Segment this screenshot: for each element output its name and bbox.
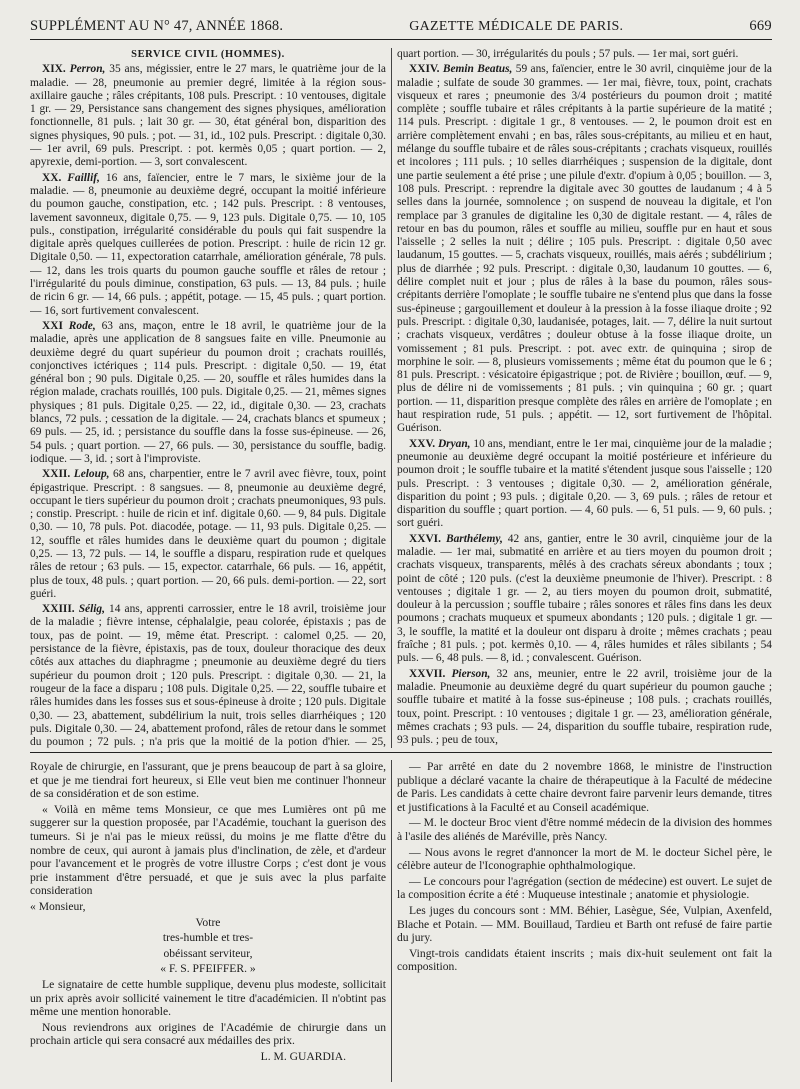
closing-line: tres-humble et tres-: [162, 931, 254, 945]
observations-left: [30, 63, 386, 748]
column-upper-left: [30, 48, 386, 748]
observation-paragraph: [397, 63, 772, 435]
observation-paragraph: [30, 603, 386, 748]
letter-paragraph: Royale de chirurgie, en l'assurant, que je prens beaucoup de part à sa gloire, et que je me tiendrai fort heureux, si Elle veut bien me continuer l'honneur de sa considération et de son estime.: [30, 760, 386, 801]
observation-paragraph: [30, 63, 386, 169]
closing-line: obéissant serviteur,: [163, 946, 253, 960]
observation-text: 10 ans, mendiant, entre le 1er mai, cinquième jour de la maladie ; pneumonie au deuxième degré occupant la moitié postérieure et inférieure du poumon droit ; le souffle tubaire et la matité s'étendent jusque sous l'aisselle ; 120 puls. Prescript. : 3 ventouses ; digitale 0,30. — 2, amélioration générale, disparition du point ; 93 puls. ; digitale 0,20. — 3, 69 puls. ; râles de retour et disparition du souffle ; quart portion. — 4, 60 puls. — 6, 51 puls. — 9, 60 puls. ; sort guéri.: [397, 437, 772, 530]
observation-paragraph: [397, 533, 772, 666]
patient-name: Pierson,: [451, 667, 491, 680]
closing-line: Votre: [195, 915, 221, 929]
feuilleton-text: [30, 760, 386, 898]
patient-name: Perron,: [69, 63, 106, 76]
column-lower-left: [30, 760, 386, 1082]
news-item: Vingt-trois candidats étaient inscrits ; mais dix-huit seulement ont fait la composition.: [397, 946, 772, 974]
column-divider-lower: [391, 760, 392, 1082]
header-rule: [30, 39, 772, 40]
patient-name: Rode,: [68, 319, 96, 332]
observation-number: XX.: [42, 171, 62, 184]
page-header: [30, 18, 772, 40]
observation-text: 35 ans, mégissier, entre le 27 mars, le quatrième jour de la maladie. — 28, pneumonie au premier degré, limitée à la région sous-axillaire gauche ; râles crépitants, 108 puls. Prescript. : 10 ventouses, digitale 1 gr. — 29, Persistance sans changement des signes physiques, amélioration fonctionnelle, 81 puls. ; lait 30 gr. — 30, état général bon, disparition des signes physiques, 90 puls. ; pot. — 31, id., 102 puls. Prescript. : digitale 0,30. — 1er avril, 69 puls. Prescript. : pot. kermès 0,05 ; quart portion. — 2, apyrexie, demi-portion. — 3, sort convalescent.: [30, 63, 386, 169]
observation-paragraph: [397, 438, 772, 531]
observation-text: 42 ans, gantier, entre le 30 avril, cinquième jour de la maladie. — 1er mai, submatité en arrière et au tiers moyen du poumon droit ; crachats visqueux, transparents, mêlés à des crachats séreux abondants ; toux ; point de côté ; 120 puls. (c'est la deuxième pneumonie de l'hiver). Prescript. : 8 ventouses ; digitale 1 gr. — 2, au tiers moyen du poumon droit, submatité, douleur à la percussion ; souffle tubaire ; râles sonores et râles fins dans les deux poumons ; crachats muqueux et spumeux abondants ; 120 puls. ; digitale 1 gr. — 3, le souffle, la matité et la douleur ont disparu à droite ; mêmes crachats ; peau fraîche ; 81 puls. ; pot. kermès 0,10. — 4, râles humides et râles sibilants ; 54 puls. — 6, 48 puls. — 8, id. ; convalescent. Guérison.: [397, 532, 772, 665]
column-upper-right: [397, 48, 772, 748]
observation-text: quart portion. — 30, irrégularités du pouls ; 57 puls. — 1er mai, sort guéri.: [397, 48, 739, 60]
header-supplement: SUPPLÉMENT AU N° 47, ANNÉE 1868.: [30, 18, 284, 34]
patient-name: Bemin Beatus,: [442, 63, 513, 76]
column-divider-upper: [391, 48, 392, 748]
closing-lines: [30, 916, 386, 961]
news-item: — Par arrêté en date du 2 novembre 1868, le ministre de l'instruction publique a déclaré vacante la chaire de thérapeutique à la Faculté de médecine de Paris. Les candidats à cette chaire devront faire parvenir leurs demande, titres et justifications à la Faculté et au Conseil académique.: [397, 760, 772, 814]
observation-number: XXI: [42, 319, 63, 332]
news-item: — Le concours pour l'agrégation (section de médecine) est ouvert. Le sujet de la composition écrite a été : Muqueuse intestinale ; anatomie et physiologie.: [397, 874, 772, 902]
observation-paragraph: [397, 48, 772, 61]
patient-name: Dryan,: [437, 437, 471, 450]
observation-number: XXII.: [42, 468, 71, 481]
closing-monsieur: « Monsieur,: [30, 899, 86, 913]
observation-text: 16 ans, faïencier, entre le 7 mars, le sixième jour de la maladie. — 8, pneumonie au deuxième degré, occupant la moitié inférieure du poumon gauche, constipation, etc. ; 142 puls. Prescript. : 8 ventouses, lavement savonneux, digitale 0,75. — 9, 123 puls. Digitale 0,75. — 10, 105 puls., constipation, irrégularité considérable du pouls qui fait suspendre la digitale après quelques cuillerées de potion. Prescript. : huile de ricin 12 gr. Digitale 0,50. — 11, expectoration catarrhale, amélioration générale, 78 puls. — 12, dans les trois quarts du poumon gauche souffle et râles de retour ; l'irrégularité du pouls diminue, constipation, 63 puls. — 13, 84 puls. ; huile de ricin 6 gr. — 14, 66 puls. ; appétit, potage. — 15, 45 puls. ; quart portion. — 16, sort furtivement convalescent.: [30, 171, 386, 317]
observation-text: 68 ans, charpentier, entre le 7 avril avec fièvre, toux, point épigastrique. Prescript. : 8 sangsues. — 8, pneumonie au deuxième degré, occupant le tiers supérieur du poumon droit ; crachats pneumoniques, 93 puls. ; constip. Prescript. : huile de ricin et inf. digitale 0,60. — 9, 84 puls. Digitale 0,30. — 10, 78 puls. Pot. diacodée, potage. — 11, 93 puls. Digitale 0,25. — 12, souffle et râles humides dans le deuxième quart du poumon ; digitale 0,25. — 13, 72 puls. — 14, le souffle a disparu, respiration rude et quelques râles de retour ; 63 puls. — 15, expector. catarrhale, 66 puls. — 16, appétit, plus de toux, 48 puls. ; quart portion. — 20, 66 puls. demi-portion. — 22, sort guéri.: [30, 468, 386, 600]
section-title: SERVICE CIVIL (HOMMES).: [131, 49, 285, 60]
observation-text: 63 ans, maçon, entre le 18 avril, le quatrième jour de la maladie, après une application de 8 sangsues faite en ville. Pneumonie au deuxième degré du quart supérieur du poumon droit ; crachats rouillés, conjonctives ictériques ; 114 puls. Prescript. : digitale 0,50. — 19, état général bon ; 90 puls. Digitale 0,25. — 20, souffle et râles humides dans la région malade, crachats rouillés, 100 puls. Digitale 0,25. — 21, mêmes signes physiques ; 81 puls. Digitale 0,25. — 22, id., digitale 0,30. — 23, crachats blancs, 72 puls. ; cessation de la digitale. — 24, crachats blancs et spumeux ; 69 puls. — 25, id. ; persistance du souffle dans la fosse sus-épineuse. — 26, 54 puls. ; quart portion. — 27, 66 puls. — 30, persistance du souffle, badig. iodique. — 3, id. ; sort à l'improviste.: [30, 319, 386, 465]
patient-name: Barthélemy,: [445, 532, 503, 545]
observation-number: XXVI.: [409, 532, 441, 545]
patient-name: Faillif,: [67, 171, 100, 184]
letter-paragraph: « Voilà en même tems Monsieur, ce que mes Lumières ont pû me suggerer sur la question proposée, par l'Académie, touchant la guerison des tumeurs. Si je n'ai pas le mieux reüssi, du moins je me flatte d'être du nombre de ceux, qui auront à jamais plus d'inclination, de zèle, et d'ardeur pour l'avancement et le progrès de votre illustre Corps ; c'est dont je vous prie instamment d'être persuadé, et que je suis avec la plus parfaite consideration: [30, 802, 386, 898]
observation-number: XIX.: [42, 63, 66, 76]
observation-number: XXVII.: [409, 667, 446, 680]
observation-number: XXIV.: [409, 63, 440, 76]
column-lower-right: [397, 760, 772, 1082]
observation-text: 59 ans, faïencier, entre le 30 avril, cinquième jour de la maladie ; sulfate de soude 30 grammes. — 1er mai, fièvre, toux, point, crachats visqueux et rares ; pneumonie des 3/4 postérieurs du poumon droit ; matité complète ; souffle tubaire et râles crépitants à la partie supérieure de la matité ; 114 puls. Prescript. : digitale 1 gr., 8 ventouses. — 2, le poumon droit est en arrière complètement envahi ; en bas, râles sous-crépitants, au milieu et en haut, mélange du souffle tubaire et de râles sous-crépitants ; crachats visqueux, rouillés et incolores ; 111 puls. ; 10 selles diarrhéiques ; suspension de la digitale, dont une partie seulement a été prise ; une pilule d'extr. d'opium à 0,05 ; bouillon. — 3, 108 puls. Prescript. : reprendre la digitale avec 30 gouttes de laudanum ; 4 à 5 selles dans la journée, somnolence ; on suspend de nouveau la digitale, et l'on remplace par 3 granules de digitaline les 0,30 de digitale restant. — 4, râles de retour en bas du poumon, râles et souffle au milieu, souffle pur en haut et sous l'aisselle ; 2 selles la nuit ; délire ; 105 puls. Prescript. : digitale 0,50 avec laudanum, 15 gouttes. — 5, crachats visqueux, rouillés, mais aérés ; subdélirium ; plus de diarrhée ; 92 puls. Prescript. : digitale 0,30, laudanum 10 gouttes. — 6, délire complet nuit et jour ; plus de râles à la base du poumon, râles sous-crépitants derrière l'omoplate ; le souffle tubaire ne s'entend plus que dans la fosse sus-épineuse ; gargouillement et douleur à la pression à la fosse iliaque droite ; 92 puls. Prescript. : digitale 0,30, laudanisée, potages, lait. — 7, délire la nuit surtout ; crachats visqueux, verdâtres ; douleur obtuse à la fosse iliaque droite, un vomissement ; 81 puls. Prescript. : pot. avec extr. de quinquina ; sirop de morphine le soir. — 8, plusieurs vomissements ; même état du poumon que le 6 ; 81 puls. Prescript. : vésicatoire épigastrique ; pot. de Rivière ; bouillon, œuf. — 9, plus de délire ni de vomissements ; 81 puls. ; vin quinquina ; 60 gr. ; quart portion. — 11, disparition presque complète des râles en arrière de l'omoplate ; en haut respiration rude, 51 puls. ; appétit. — 12, sort furtivement de l'hôpital. Guérison.: [397, 63, 772, 435]
news-item: — M. le docteur Broc vient d'être nommé médecin de la division des hommes à l'asile des aliénés de Maréville, près Nancy.: [397, 816, 772, 843]
observations-right: [397, 48, 772, 747]
patient-name: Sélig,: [78, 603, 105, 616]
observation-text: 32 ans, meunier, entre le 22 avril, troisième jour de la maladie. Pneumonie au deuxième degré du quart supérieur du poumon gauche ; souffle tubaire et matité à la fosse sus-épineuse ; 108 puls. ; crachats rouillés, toux, point. Prescript. : 10 ventouses ; digitale 1 gr. — 23, amélioration générale, mêmes crachats ; 93 puls. — 24, disparition du souffle tubaire, respiration rude, 93 puls. ; peu de toux,: [397, 667, 772, 747]
news-item: Les juges du concours sont : MM. Béhier, Lasègue, Sée, Vulpian, Axenfeld, Blache et Potain. — MM. Bouillaud, Tardieu et Barth ont refusé de faire partie du jury.: [397, 903, 772, 945]
article-paragraph: Le signataire de cette humble supplique, devenu plus modeste, sollicitait un prix après avoir sollicité vainement le titre d'académicien. Il n'obtint pas même une mention honorable.: [30, 977, 386, 1019]
header-journal-title: GAZETTE MÉDICALE DE PARIS.: [409, 19, 624, 34]
observation-paragraph: [30, 468, 386, 601]
observation-paragraph: [30, 320, 386, 466]
patient-name: Leloup,: [73, 468, 110, 481]
feuilleton-rule: [30, 752, 772, 753]
observation-number: XXIII.: [42, 603, 75, 616]
page-number: 669: [749, 18, 772, 34]
letter-signature: « F. S. PFEIFFER. »: [160, 962, 256, 976]
observation-paragraph: [397, 668, 772, 748]
article-paragraph: Nous reviendrons aux origines de l'Académie de chirurgie dans un prochain article qui sera consacré aux médailles des prix.: [30, 1020, 386, 1048]
observation-paragraph: [30, 172, 386, 318]
observation-number: XXV.: [409, 437, 436, 450]
news-items: [397, 760, 772, 974]
observation-text: 14 ans, apprenti carrossier, entre le 18 avril, troisième jour de la maladie ; fièvre intense, céphalalgie, peau colorée, épistaxis ; pas de toux, pas de point. — 19, même état. Prescript. : calomel 0,25. — 20, persistance de la fièvre, épistaxis, pas de toux, douleur thoracique des deux côtés aux attaches du diaphragme ; pneumonie au deuxième degré du tiers supérieur du poumon droit ; 120 puls. Prescript. : digitale 0,30. — 21, la rougeur de la face a disparu ; 108 puls. Digitale 0,25. — 22, souffle tubaire et râles humides dans les fosses sus et sous-épineuse à droite ; 120 puls. Digitale 0,30. — 23, abattement, subdélirium la nuit, trois selles diarrhéiques ; 120 puls. Digitale 0,30. — 24, abattement profond, râles de retour dans le sommet du poumon ; 72 puls. ; n'a pris que la moitié de la potion d'hier. — 25,: [30, 603, 386, 748]
feuilleton-conclusion: [30, 978, 386, 1048]
article-author: L. M. GUARDIA.: [260, 1049, 346, 1063]
news-item: — Nous avons le regret d'annoncer la mort de M. le docteur Sichel père, le célèbre auteur de l'Iconographie ophthalmologique.: [397, 845, 772, 873]
